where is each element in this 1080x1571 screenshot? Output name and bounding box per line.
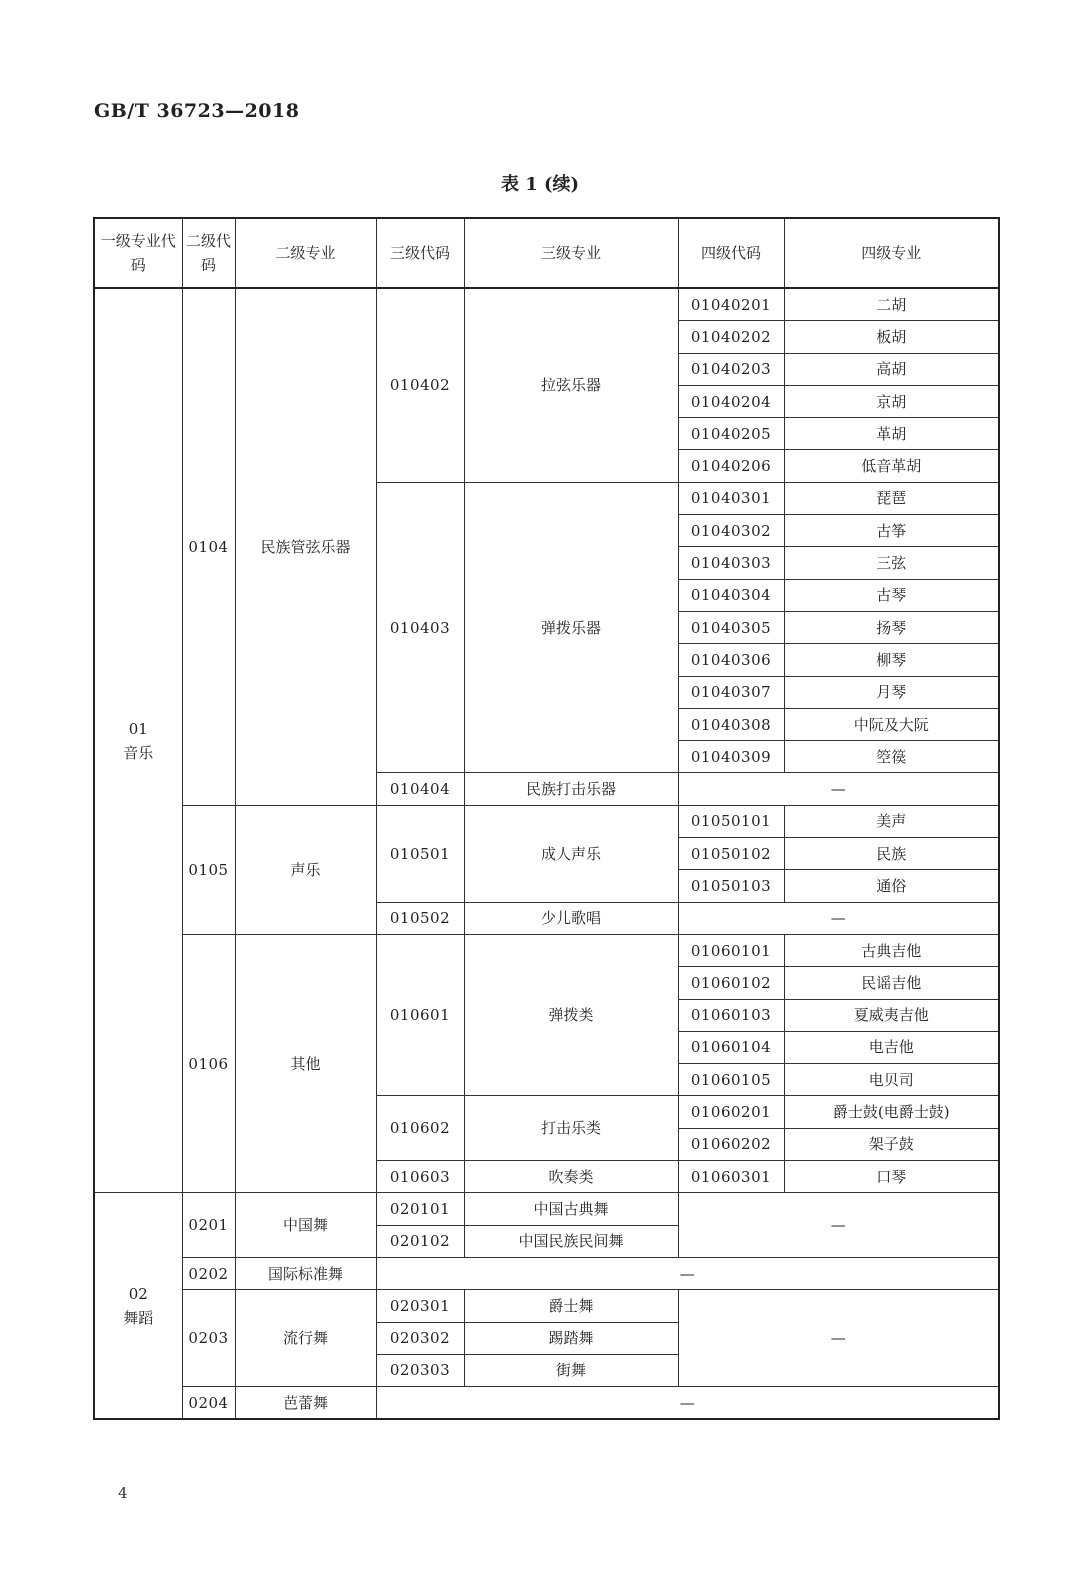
l4-code-cell: 01040301 (678, 482, 784, 514)
l4-code-cell: 01060301 (678, 1161, 784, 1193)
l2-code-cell: 0104 (182, 288, 235, 805)
l3-name-cell: 中国古典舞 (464, 1193, 678, 1225)
l4-name-cell: 古典吉他 (784, 934, 999, 966)
l4-code-cell: 01040203 (678, 353, 784, 385)
l4-code-cell: 01060102 (678, 967, 784, 999)
l2-name-cell: 国际标准舞 (235, 1257, 376, 1289)
header-l2-code: 二级代码 (182, 218, 235, 288)
empty-dash-cell: — (678, 1193, 999, 1258)
l3-code-cell: 020101 (376, 1193, 464, 1225)
l4-code-cell: 01050103 (678, 870, 784, 902)
l4-code-cell: 01040302 (678, 515, 784, 547)
l2-name-cell: 民族管弦乐器 (235, 288, 376, 805)
l3-code-cell: 010501 (376, 805, 464, 902)
table-caption: 表 1 (续) (500, 174, 580, 195)
l3-name-cell: 少儿歌唱 (464, 902, 678, 934)
l4-name-cell: 低音革胡 (784, 450, 999, 482)
l2-name-cell: 流行舞 (235, 1290, 376, 1387)
l3-code-cell: 020301 (376, 1290, 464, 1322)
l4-code-cell: 01040304 (678, 579, 784, 611)
l4-name-cell: 京胡 (784, 385, 999, 417)
l4-code-cell: 01040202 (678, 321, 784, 353)
l4-name-cell: 中阮及大阮 (784, 708, 999, 740)
l3-code-cell: 010603 (376, 1161, 464, 1193)
header-l3-name: 三级专业 (464, 218, 678, 288)
l4-name-cell: 电吉他 (784, 1031, 999, 1063)
l4-code-cell: 01060105 (678, 1064, 784, 1096)
l3-name-cell: 成人声乐 (464, 805, 678, 902)
l3-name-cell: 街舞 (464, 1354, 678, 1386)
l4-name-cell: 夏威夷吉他 (784, 999, 999, 1031)
l4-name-cell: 月琴 (784, 676, 999, 708)
l4-code-cell: 01060103 (678, 999, 784, 1031)
l4-code-cell: 01060104 (678, 1031, 784, 1063)
header-l3-code: 三级代码 (376, 218, 464, 288)
l4-name-cell: 高胡 (784, 353, 999, 385)
l4-code-cell: 01050102 (678, 838, 784, 870)
l4-name-cell: 三弦 (784, 547, 999, 579)
l3-name-cell: 弹拨乐器 (464, 482, 678, 773)
l3-code-cell: 020302 (376, 1322, 464, 1354)
l4-code-cell: 01040307 (678, 676, 784, 708)
standard-code: GB/T 36723—2018 (94, 100, 300, 122)
l4-name-cell: 爵士鼓(电爵士鼓) (784, 1096, 999, 1128)
l4-code-cell: 01050101 (678, 805, 784, 837)
header-l2-name: 二级专业 (235, 218, 376, 288)
l2-name-cell: 芭蕾舞 (235, 1387, 376, 1420)
l2-code-cell: 0204 (182, 1387, 235, 1420)
l4-code-cell: 01040309 (678, 741, 784, 773)
l4-name-cell: 革胡 (784, 418, 999, 450)
l3-name-cell: 踢踏舞 (464, 1322, 678, 1354)
l2-name-cell: 声乐 (235, 805, 376, 934)
l3-code-cell: 010404 (376, 773, 464, 805)
l4-name-cell: 板胡 (784, 321, 999, 353)
l2-code-cell: 0203 (182, 1290, 235, 1387)
l4-code-cell: 01040303 (678, 547, 784, 579)
l4-name-cell: 箜篌 (784, 741, 999, 773)
l4-name-cell: 通俗 (784, 870, 999, 902)
l4-name-cell: 古琴 (784, 579, 999, 611)
l2-code-cell: 0201 (182, 1193, 235, 1258)
l4-name-cell: 民谣吉他 (784, 967, 999, 999)
l3-code-cell: 020303 (376, 1354, 464, 1386)
table-header-row (94, 218, 999, 288)
l3-code-cell: 010402 (376, 288, 464, 482)
l3-name-cell: 弹拨类 (464, 934, 678, 1095)
l3-code-cell: 010602 (376, 1096, 464, 1161)
empty-dash-cell: — (678, 1290, 999, 1387)
l3-name-cell: 打击乐类 (464, 1096, 678, 1161)
table-row (94, 1387, 999, 1420)
l4-name-cell: 口琴 (784, 1161, 999, 1193)
l4-code-cell: 01040306 (678, 644, 784, 676)
l1-cell: 01 音乐 (94, 288, 182, 1193)
header-l4-code: 四级代码 (678, 218, 784, 288)
l4-name-cell: 架子鼓 (784, 1128, 999, 1160)
page-number: 4 (118, 1484, 128, 1502)
l4-name-cell: 电贝司 (784, 1064, 999, 1096)
specialty-code-table (93, 217, 1000, 1420)
table-row (94, 1193, 999, 1225)
l3-name-cell: 中国民族民间舞 (464, 1225, 678, 1257)
l3-code-cell: 010502 (376, 902, 464, 934)
l4-code-cell: 01040206 (678, 450, 784, 482)
l2-name-cell: 其他 (235, 934, 376, 1192)
l3-name-cell: 爵士舞 (464, 1290, 678, 1322)
l3-code-cell: 010403 (376, 482, 464, 773)
l3-code-cell: 020102 (376, 1225, 464, 1257)
table-row (94, 805, 999, 837)
l4-name-cell: 柳琴 (784, 644, 999, 676)
l4-name-cell: 琵琶 (784, 482, 999, 514)
l3-name-cell: 民族打击乐器 (464, 773, 678, 805)
l4-name-cell: 古筝 (784, 515, 999, 547)
empty-dash-cell: — (678, 902, 999, 934)
l4-code-cell: 01040204 (678, 385, 784, 417)
l4-name-cell: 民族 (784, 838, 999, 870)
l4-name-cell: 美声 (784, 805, 999, 837)
empty-dash-cell: — (376, 1257, 999, 1289)
empty-dash-cell: — (376, 1387, 999, 1420)
l4-code-cell: 01040308 (678, 708, 784, 740)
l4-code-cell: 01060201 (678, 1096, 784, 1128)
l4-code-cell: 01040205 (678, 418, 784, 450)
l2-code-cell: 0202 (182, 1257, 235, 1289)
l4-code-cell: 01040305 (678, 611, 784, 643)
table-row (94, 934, 999, 966)
l3-code-cell: 010601 (376, 934, 464, 1095)
header-l1-code: 一级专业代码 (94, 218, 182, 288)
l4-code-cell: 01060202 (678, 1128, 784, 1160)
header-l4-name: 四级专业 (784, 218, 999, 288)
table-row (94, 288, 999, 321)
table-row (94, 1290, 999, 1322)
table-row (94, 1257, 999, 1289)
l4-name-cell: 扬琴 (784, 611, 999, 643)
l2-code-cell: 0105 (182, 805, 235, 934)
l4-name-cell: 二胡 (784, 288, 999, 321)
l2-name-cell: 中国舞 (235, 1193, 376, 1258)
l4-code-cell: 01060101 (678, 934, 784, 966)
l4-code-cell: 01040201 (678, 288, 784, 321)
l3-name-cell: 吹奏类 (464, 1161, 678, 1193)
l3-name-cell: 拉弦乐器 (464, 288, 678, 482)
l1-cell: 02 舞蹈 (94, 1193, 182, 1420)
l2-code-cell: 0106 (182, 934, 235, 1192)
empty-dash-cell: — (678, 773, 999, 805)
